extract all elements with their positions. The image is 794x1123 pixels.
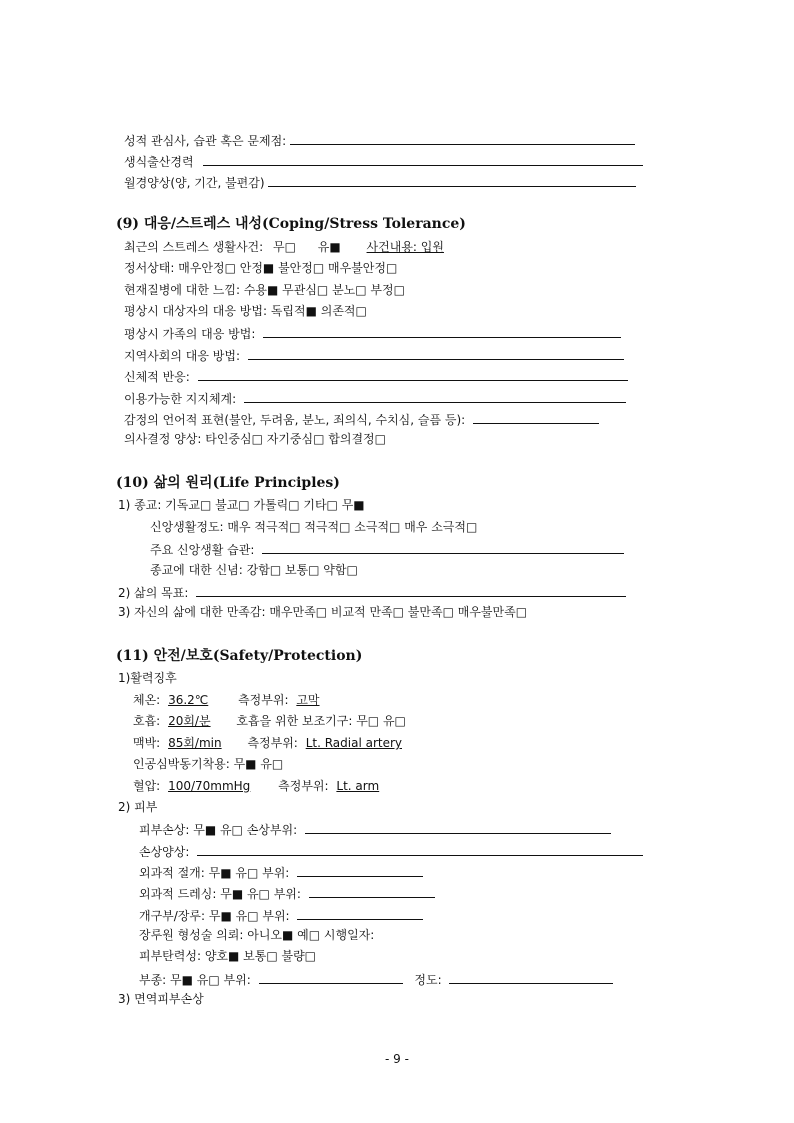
faith-habit-label: 주요 신앙생활 습관: [150,543,255,557]
life-goal-row [118,583,626,599]
religious-belief-row: 종교에 대한 신념: 강함□ 보통□ 약함□ [150,563,358,577]
blood-pressure-label: 혈압: [133,779,161,793]
immune-skin-heading: 3) 면역피부손상 [118,992,204,1006]
blood-pressure-value: 100/70mmHg [168,779,251,793]
support-system-label: 이용가능한 지지체계: [124,392,237,406]
community-coping-line [248,346,624,360]
sexual-concern-row [124,131,635,147]
incision-row [139,863,423,879]
family-coping-label: 평상시 가족의 대응 방법: [124,327,256,341]
physical-response-label: 신체적 반응: [124,370,190,384]
damage-pattern-line [197,842,643,856]
temperature-label: 체온: [133,693,161,707]
birth-history-label: 생식출산경력 [124,155,194,169]
pulse-value: 85회/min [168,736,222,750]
family-coping-line [263,324,621,338]
emotion-expression-label: 감정의 언어적 표현(불안, 두려움, 분노, 죄의식, 수치심, 슬픔 등): [124,413,466,427]
page-number: - 9 - [385,1052,409,1066]
damage-pattern-row [139,842,643,858]
illness-feeling-row: 현재질병에 대한 느낌: 수용■ 무관심□ 분노□ 부정□ [124,283,405,297]
pulse-row [133,735,402,751]
respiration-label: 호흡: [133,714,161,728]
dressing-label: 외과적 드레싱: 무■ 유□ 부위: [139,887,301,901]
pacemaker-row: 인공심박동기착용: 무■ 유□ [133,757,284,771]
menstrual-label: 월경양상(양, 기간, 불편감) [124,176,265,190]
pulse-label: 맥박: [133,736,161,750]
patient-coping-row: 평상시 대상자의 대응 방법: 독립적■ 의존적□ [124,304,367,318]
decision-making-row: 의사결정 양상: 타인중심□ 자기중심□ 합의결정□ [124,432,386,446]
section-9-title: (9) 대응/스트레스 내성(Coping/Stress Tolerance) [116,216,466,232]
life-satisfaction-row: 3) 자신의 삶에 대한 만족감: 매우만족□ 비교적 만족□ 불만족□ 매우불만족□ [118,605,528,619]
stress-event-yes: 유■ [317,240,341,254]
respiration-row [133,713,406,729]
dressing-line [309,884,435,898]
temperature-site-label: 측정부위: [238,693,289,707]
stoma-line [297,906,423,920]
community-coping-row [124,346,624,362]
physical-response-line [198,367,628,381]
skin-damage-label: 피부손상: 무■ 유□ 손상부위: [139,823,298,837]
edema-label: 부종: 무■ 유□ 부위: [139,973,251,987]
blood-pressure-site: Lt. arm [336,779,380,793]
temperature-row [133,692,320,708]
life-goal-label: 2) 삶의 목표: [118,586,189,600]
vital-signs-heading: 1)활력징후 [118,671,177,685]
temperature-site: 고막 [296,693,320,707]
pulse-site: Lt. Radial artery [305,736,402,750]
section-11-title: (11) 안전/보호(Safety/Protection) [116,648,363,664]
life-goal-line [196,583,626,597]
edema-site-line [259,970,403,984]
stress-event-no: 무□ [273,240,296,254]
support-system-line [244,389,626,403]
faith-habit-row [150,540,624,556]
faith-habit-line [262,540,624,554]
edema-degree-line [449,970,613,984]
sexual-concern-line [290,131,635,145]
skin-heading: 2) 피부 [118,800,158,814]
emotional-state-row: 정서상태: 매우안정□ 안정■ 불안정□ 매우불안정□ [124,261,398,275]
incision-label: 외과적 절개: 무■ 유□ 부위: [139,866,290,880]
birth-history-line [203,152,643,166]
edema-degree-label: 정도: [414,973,442,987]
stoma-label: 개구부/장루: 무■ 유□ 부위: [139,909,290,923]
support-system-row [124,389,626,405]
temperature-value: 36.2℃ [168,693,209,707]
respiration-aid: 호흡을 위한 보조기구: 무□ 유□ [236,714,406,728]
stress-event-label: 최근의 스트레스 생활사건: [124,240,264,254]
blood-pressure-site-label: 측정부위: [278,779,329,793]
stoma-row [139,906,423,922]
physical-response-row [124,367,628,383]
edema-row [139,970,613,986]
skin-damage-line [305,820,611,834]
sexual-concern-label: 성적 관심사, 습관 혹은 문제점: [124,134,287,148]
stoma-referral-row: 장루원 형성술 의뢰: 아니오■ 예□ 시행일자: [139,928,375,942]
stress-event-row [124,239,444,255]
stress-event-content: 사건내용: 입원 [366,240,444,254]
section-10-title: (10) 삶의 원리(Life Principles) [116,475,340,491]
skin-turgor-row: 피부탄력성: 양호■ 보통□ 불량□ [139,949,317,963]
menstrual-row [124,173,636,189]
blood-pressure-row [133,778,379,794]
damage-pattern-label: 손상양상: [139,845,190,859]
emotion-expression-line [473,410,599,424]
pulse-site-label: 측정부위: [247,736,298,750]
incision-line [297,863,423,877]
respiration-value: 20회/분 [168,714,211,728]
skin-damage-row [139,820,611,836]
birth-history-row [124,152,643,168]
family-coping-row [124,324,621,340]
menstrual-line [268,173,636,187]
emotion-expression-row [124,410,599,426]
dressing-row [139,884,435,900]
community-coping-label: 지역사회의 대응 방법: [124,349,241,363]
religion-row: 1) 종교: 기독교□ 불교□ 가톨릭□ 기타□ 무■ [118,498,365,512]
faith-level-row: 신앙생활정도: 매우 적극적□ 적극적□ 소극적□ 매우 소극적□ [150,520,478,534]
